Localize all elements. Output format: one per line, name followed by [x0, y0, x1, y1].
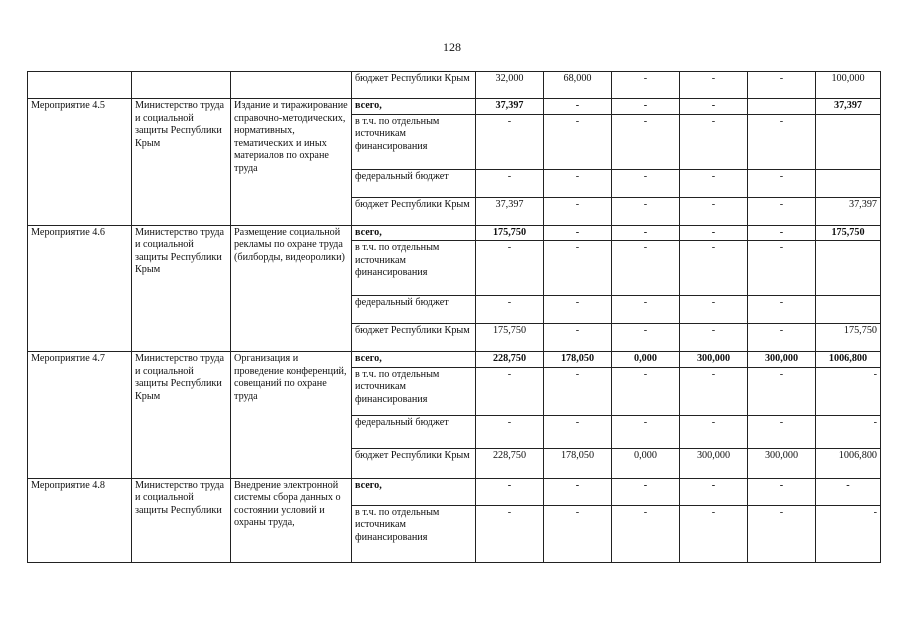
funding-source-cell: всего, — [352, 352, 476, 368]
value-cell: - — [544, 324, 612, 352]
value-cell — [816, 296, 881, 324]
value-cell: - — [544, 367, 612, 415]
value-cell: 228,750 — [476, 352, 544, 368]
value-cell: - — [748, 197, 816, 225]
value-cell: - — [544, 169, 612, 197]
value-cell: - — [680, 72, 748, 99]
funding-source-cell: в т.ч. по отдельным источникам финансирования — [352, 241, 476, 296]
value-cell: - — [816, 415, 881, 448]
value-cell: - — [612, 505, 680, 562]
executor-cell: Министерство труда и социальной защиты Республики Крым — [132, 99, 231, 226]
value-cell: 37,397 — [476, 99, 544, 115]
value-cell: - — [612, 197, 680, 225]
value-cell: - — [680, 505, 748, 562]
executor-cell: Министерство труда и социальной защиты Республики Крым — [132, 225, 231, 352]
table-row — [28, 478, 881, 505]
value-cell: - — [544, 114, 612, 169]
description-cell: Размещение социальной рекламы по охране труда (билборды, видеоролики) — [231, 225, 352, 352]
value-cell: - — [680, 324, 748, 352]
event-cell — [28, 72, 132, 99]
value-cell: - — [748, 415, 816, 448]
funding-source-cell: федеральный бюджет — [352, 296, 476, 324]
value-cell: - — [612, 367, 680, 415]
value-cell — [816, 241, 881, 296]
value-cell: - — [612, 114, 680, 169]
event-cell: Мероприятие 4.5 — [28, 99, 132, 226]
event-cell: Мероприятие 4.7 — [28, 352, 132, 479]
value-cell: - — [612, 478, 680, 505]
value-cell: 300,000 — [680, 352, 748, 368]
value-cell: - — [816, 478, 881, 505]
value-cell: 178,050 — [544, 352, 612, 368]
value-cell: - — [476, 478, 544, 505]
value-cell: - — [748, 505, 816, 562]
value-cell: 175,750 — [476, 225, 544, 241]
value-cell: - — [680, 197, 748, 225]
funding-source-cell: бюджет Республики Крым — [352, 324, 476, 352]
value-cell: 300,000 — [748, 352, 816, 368]
value-cell: 37,397 — [476, 197, 544, 225]
value-cell: - — [748, 241, 816, 296]
value-cell: - — [612, 296, 680, 324]
page-number: 128 — [443, 40, 461, 54]
value-cell: - — [544, 225, 612, 241]
value-cell: 1006,800 — [816, 352, 881, 368]
value-cell: - — [816, 505, 881, 562]
value-cell: - — [748, 225, 816, 241]
value-cell: 68,000 — [544, 72, 612, 99]
value-cell: - — [748, 169, 816, 197]
table-body — [28, 72, 881, 563]
funding-source-cell: федеральный бюджет — [352, 415, 476, 448]
value-cell: - — [680, 225, 748, 241]
value-cell: 175,750 — [476, 324, 544, 352]
description-cell: Издание и тиражирование справочно-методических, нормативных, тематических и иных материалов по охране труда — [231, 99, 352, 226]
executor-cell: Министерство труда и социальной защиты Республики — [132, 478, 231, 562]
value-cell: - — [476, 505, 544, 562]
table-row — [28, 99, 881, 115]
value-cell: 300,000 — [680, 448, 748, 478]
value-cell: - — [476, 114, 544, 169]
value-cell: - — [680, 241, 748, 296]
funding-source-cell: в т.ч. по отдельным источникам финансирования — [352, 367, 476, 415]
value-cell: 32,000 — [476, 72, 544, 99]
event-cell: Мероприятие 4.6 — [28, 225, 132, 352]
value-cell: - — [476, 415, 544, 448]
value-cell: - — [476, 296, 544, 324]
value-cell: - — [816, 367, 881, 415]
value-cell: - — [748, 72, 816, 99]
value-cell: 228,750 — [476, 448, 544, 478]
value-cell: - — [748, 324, 816, 352]
value-cell: - — [612, 324, 680, 352]
value-cell: - — [612, 415, 680, 448]
value-cell: - — [680, 296, 748, 324]
value-cell: 175,750 — [816, 225, 881, 241]
value-cell: 0,000 — [612, 448, 680, 478]
value-cell: 178,050 — [544, 448, 612, 478]
funding-source-cell: в т.ч. по отдельным источникам финансирования — [352, 505, 476, 562]
value-cell: 175,750 — [816, 324, 881, 352]
value-cell: 0,000 — [612, 352, 680, 368]
value-cell: - — [476, 241, 544, 296]
value-cell: - — [680, 478, 748, 505]
value-cell — [816, 114, 881, 169]
table-row — [28, 225, 881, 241]
executor-cell: Министерство труда и социальной защиты Республики Крым — [132, 352, 231, 479]
value-cell: - — [544, 505, 612, 562]
value-cell — [748, 99, 816, 115]
value-cell: - — [680, 169, 748, 197]
table-row — [28, 352, 881, 368]
value-cell: 37,397 — [816, 99, 881, 115]
value-cell: 1006,800 — [816, 448, 881, 478]
funding-source-cell: всего, — [352, 99, 476, 115]
value-cell: - — [544, 241, 612, 296]
value-cell: 37,397 — [816, 197, 881, 225]
value-cell: - — [748, 296, 816, 324]
value-cell: - — [612, 241, 680, 296]
value-cell: 300,000 — [748, 448, 816, 478]
value-cell: - — [612, 225, 680, 241]
value-cell: 100,000 — [816, 72, 881, 99]
budget-table — [27, 71, 881, 563]
value-cell: - — [612, 72, 680, 99]
funding-source-cell: бюджет Республики Крым — [352, 448, 476, 478]
funding-source-cell: бюджет Республики Крым — [352, 197, 476, 225]
value-cell: - — [680, 114, 748, 169]
value-cell: - — [612, 99, 680, 115]
value-cell: - — [544, 197, 612, 225]
value-cell: - — [612, 169, 680, 197]
description-cell: Организация и проведение конференций, совещаний по охране труда — [231, 352, 352, 479]
funding-source-cell: в т.ч. по отдельным источникам финансирования — [352, 114, 476, 169]
value-cell — [816, 169, 881, 197]
value-cell: - — [748, 114, 816, 169]
value-cell: - — [544, 296, 612, 324]
value-cell: - — [544, 478, 612, 505]
funding-source-cell: всего, — [352, 225, 476, 241]
funding-source-cell: бюджет Республики Крым — [352, 72, 476, 99]
value-cell: - — [544, 415, 612, 448]
value-cell: - — [680, 99, 748, 115]
executor-cell — [132, 72, 231, 99]
value-cell: - — [476, 169, 544, 197]
description-cell: Внедрение электронной системы сбора данных о состоянии условий и охраны труда, — [231, 478, 352, 562]
value-cell: - — [680, 367, 748, 415]
value-cell: - — [748, 367, 816, 415]
value-cell: - — [748, 478, 816, 505]
event-cell: Мероприятие 4.8 — [28, 478, 132, 562]
funding-source-cell: федеральный бюджет — [352, 169, 476, 197]
table-row — [28, 72, 881, 99]
description-cell — [231, 72, 352, 99]
value-cell: - — [680, 415, 748, 448]
value-cell: - — [544, 99, 612, 115]
value-cell: - — [476, 367, 544, 415]
funding-source-cell: всего, — [352, 478, 476, 505]
